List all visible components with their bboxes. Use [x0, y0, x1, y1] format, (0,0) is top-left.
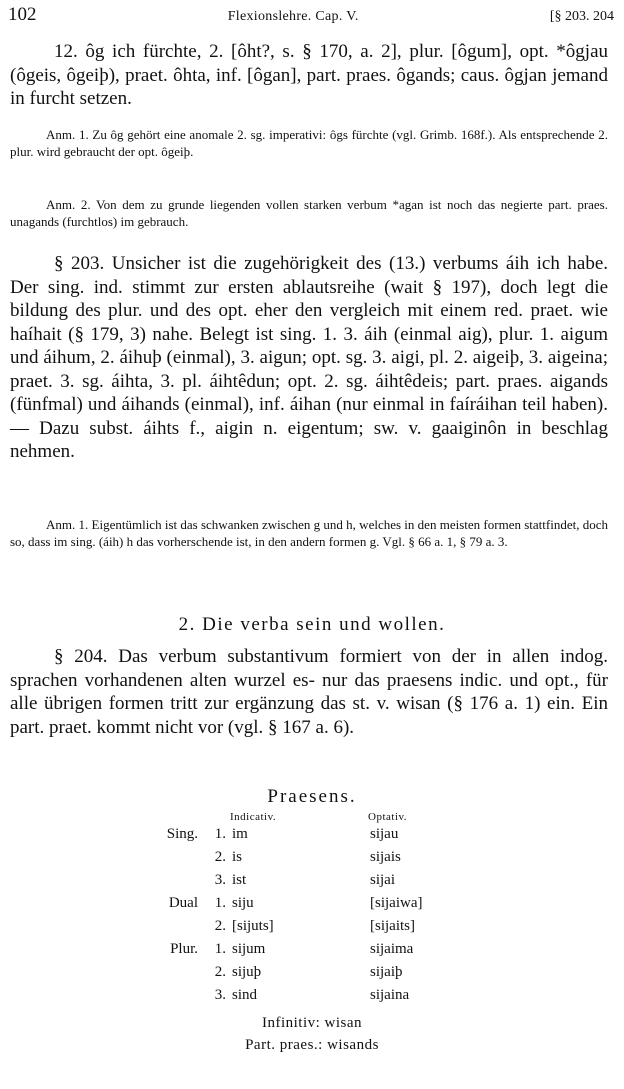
annotation-203-1: Anm. 1. Eigentümlich ist das schwanken zwischen g und h, welches in den meisten formen stattfindet, doch so, dass im sing. (áih) h das vorherschende ist, in den andern formen g. Vgl. § 66 a. 1, § 79 a. 3. — [10, 517, 608, 549]
person-number: 1. — [214, 941, 226, 957]
optative-form: sijai — [370, 872, 395, 888]
person-group — [150, 849, 198, 872]
person-number: 2. — [214, 918, 226, 934]
person-number: 2. — [214, 849, 226, 865]
person-group — [150, 987, 198, 1010]
optative-form: sijaiþ — [370, 964, 403, 980]
optative-form: sijaina — [370, 987, 410, 1003]
infinitive-line: Infinitiv: wisan — [261, 1015, 363, 1031]
column-header-optative: Optativ. — [368, 811, 408, 823]
person-number: 1. — [214, 826, 226, 842]
table-row — [150, 941, 490, 964]
paragraph-203: § 203. Unsicher ist die zugehörigkeit des (13.) verbums áih ich habe. Der sing. ind. stimmt zur ersten ablautsreihe (wait § 197), doch legt die bildung des plur. und des opt. eher den vergleich mit einem red. praet. wie haíhait (§ 179, 3) nahe. Belegt ist sing. 1. 3. áih (einmal aig), plur. 1. aigum und áihum, 2. áihuþ (einmal), 3. aigun; opt. sg. 3. aigi, pl. 2. aigeiþ, 3. aigeina; praet. 3. sg. áihta, 3. pl. áihtêdun; opt. 2. sg. áihtêdeis; part. praes. aigands (fünfmal) und áihands (einmal), inf. áihan (nur einmal in faíráihan teil haben). — Dazu subst. áihts f., aigin n. eigentum; sw. v. gaaiginôn in beschlag nehmen. — [10, 253, 608, 462]
paradigm-title: Praesens. — [267, 786, 357, 807]
indicative-form: siju — [232, 895, 254, 911]
page-header — [8, 4, 614, 26]
indicative-form: ist — [232, 872, 247, 888]
participle-line: Part. praes.: wisands — [245, 1037, 379, 1053]
table-row — [150, 826, 490, 849]
indicative-form: im — [232, 826, 248, 842]
person-number: 3. — [214, 987, 226, 1003]
person-group: Plur. — [170, 941, 198, 957]
optative-form: sijais — [370, 849, 401, 865]
conjugation-table — [150, 826, 490, 1010]
person-group — [150, 964, 198, 987]
section-heading: 2. Die verba sein und wollen. — [178, 614, 446, 635]
section-reference: [§ 203. 204 — [549, 9, 614, 24]
person-group: Dual — [168, 895, 198, 911]
table-row — [150, 918, 490, 941]
person-group — [150, 872, 198, 895]
annotation-12-2: Anm. 2. Von dem zu grunde liegenden vollen starken verbum *agan ist noch das negierte part. praes. unagands (furchtlos) im gebrauch. — [10, 197, 608, 229]
indicative-form: is — [232, 849, 243, 865]
person-group — [150, 918, 198, 941]
annotation-12-1: Anm. 1. Zu ôg gehört eine anomale 2. sg. imperativi: ôgs fürchte (vgl. Grimb. 168f.). Als entsprechende 2. plur. wird gebraucht der opt. ôgeiþ. — [10, 127, 608, 159]
indicative-form: [sijuts] — [232, 918, 274, 934]
person-number: 1. — [214, 895, 226, 911]
paragraph-204: § 204. Das verbum substantivum formiert von der in allen indog. sprachen vorhandenen alten wurzel es- nur das praesens indic. und opt., für alle übrigen formen tritt zur ergänzung das st. v. wisan (§ 176 a. 1) ein. Ein part. praet. kommt nicht vor (vgl. § 167 a. 6). — [10, 646, 608, 738]
person-group: Sing. — [166, 826, 198, 842]
table-row — [150, 987, 490, 1010]
optative-form: [sijaits] — [370, 918, 415, 934]
optative-form: sijaima — [370, 941, 414, 957]
table-row — [150, 964, 490, 987]
running-title: Flexionslehre. Cap. V. — [227, 9, 359, 24]
table-row — [150, 895, 490, 918]
page-number: 102 — [8, 4, 37, 25]
table-row — [150, 872, 490, 895]
indicative-form: sijuþ — [232, 964, 262, 980]
indicative-form: sind — [232, 987, 258, 1003]
person-number: 2. — [214, 964, 226, 980]
paragraph-12: 12. ôg ich fürchte, 2. [ôht?, s. § 170, a. 2], plur. [ôgum], opt. *ôgjau (ôgeis, ôgeiþ), praet. ôhta, inf. [ôgan], part. praes. ôgands; caus. ôgjan jemand in furcht setzen. — [10, 41, 608, 109]
optative-form: [sijaiwa] — [370, 895, 423, 911]
column-header-indicative: Indicativ. — [230, 811, 277, 823]
table-row — [150, 849, 490, 872]
optative-form: sijau — [370, 826, 399, 842]
indicative-form: sijum — [232, 941, 266, 957]
person-number: 3. — [214, 872, 226, 888]
